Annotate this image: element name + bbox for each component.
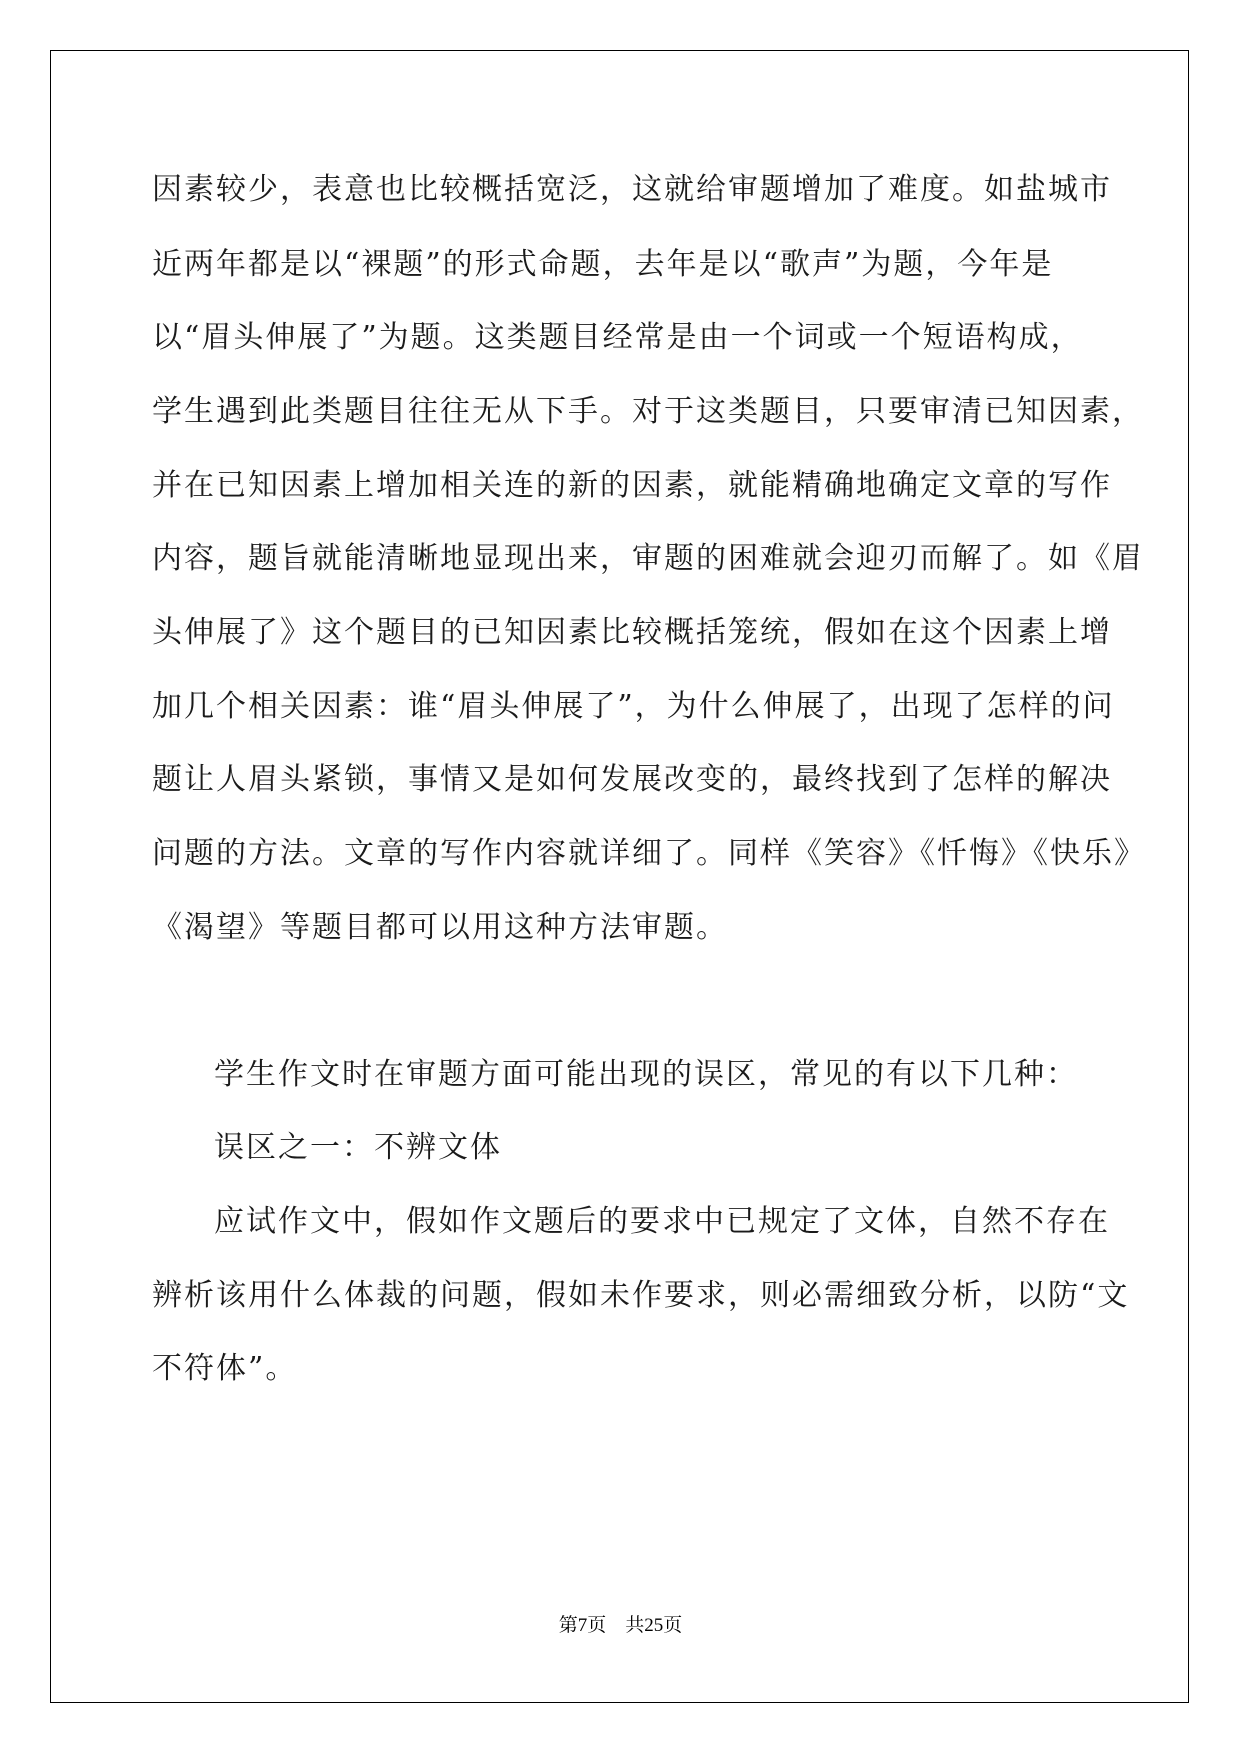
paragraph-line: 因素较少，表意也比较概括宽泛，这就给审题增加了难度。如盐城市 — [152, 172, 1112, 207]
paragraph-line: 应试作文中，假如作文题后的要求中已规定了文体，自然不存在 — [214, 1204, 1110, 1239]
paragraph-line: 近两年都是以“裸题”的形式命题，去年是以“歌声”为题，今年是 — [152, 247, 1054, 282]
section-heading: 误区之一：不辨文体 — [214, 1130, 502, 1165]
paragraph-line: 不符体”。 — [152, 1351, 298, 1386]
page-number-footer: 第7页 共25页 — [558, 1615, 683, 1636]
paragraph-line: 学生遇到此类题目往往无从下手。对于这类题目，只要审清已知因素， — [152, 394, 1144, 429]
page-border — [50, 50, 1189, 1703]
paragraph-line: 问题的方法。文章的写作内容就详细了。同样《笑容》《忏悔》《快乐》 — [152, 836, 1146, 871]
paragraph-line: 头伸展了》这个题目的已知因素比较概括笼统，假如在这个因素上增 — [152, 615, 1112, 650]
paragraph-line: 内容，题旨就能清晰地显现出来，审题的困难就会迎刃而解了。如《眉 — [152, 541, 1144, 576]
intro-line: 学生作文时在审题方面可能出现的误区，常见的有以下几种： — [214, 1057, 1078, 1092]
paragraph-line: 以“眉头伸展了”为题。这类题目经常是由一个词或一个短语构成， — [152, 320, 1083, 355]
paragraph-line: 题让人眉头紧锁，事情又是如何发展改变的，最终找到了怎样的解决 — [152, 762, 1112, 797]
paragraph-line: 辨析该用什么体裁的问题，假如未作要求，则必需细致分析，以防“文 — [152, 1278, 1130, 1313]
paragraph-line: 加几个相关因素：谁“眉头伸展了”，为什么伸展了，出现了怎样的问 — [152, 689, 1115, 724]
paragraph-line: 并在已知因素上增加相关连的新的因素，就能精确地确定文章的写作 — [152, 468, 1112, 503]
paragraph-line: 《渴望》等题目都可以用这种方法审题。 — [152, 910, 728, 945]
